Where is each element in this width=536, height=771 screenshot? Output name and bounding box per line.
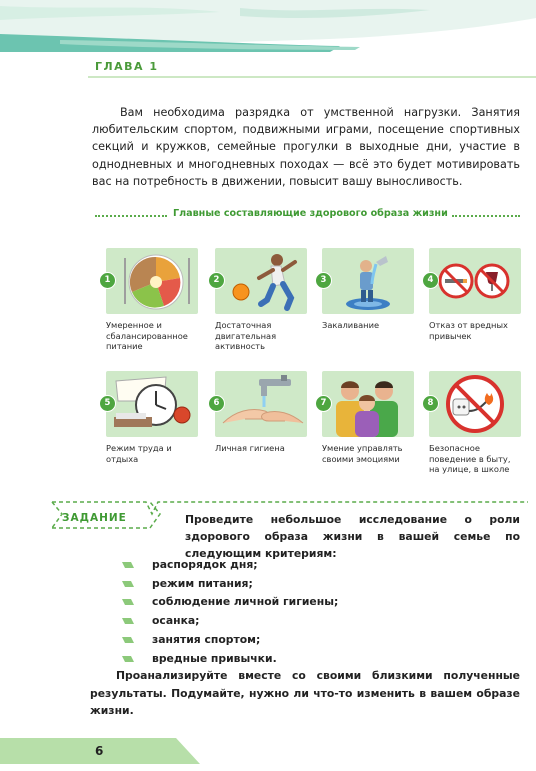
bullet-icon <box>122 637 134 643</box>
dotted-divider-left <box>95 215 167 217</box>
section-title: Главные составляющие здорового образа жизни <box>170 208 451 219</box>
card-number: 5 <box>99 395 116 412</box>
list-item <box>122 631 338 650</box>
card-emotions <box>322 371 414 464</box>
list-item-label: вредные привычки. <box>152 651 277 665</box>
task-instructions <box>90 511 520 562</box>
card-tile <box>215 248 307 314</box>
task-lead: Проведите небольшое исследование о роли здорового образа жизни в вашей семье по следующим критериям: <box>185 513 520 560</box>
football-player-icon <box>215 248 307 314</box>
list-item-label: соблюдение личной гигиены; <box>152 595 339 609</box>
list-item-label: режим питания; <box>152 576 253 590</box>
card-tile <box>429 371 521 437</box>
card-number: 8 <box>422 395 439 412</box>
list-item <box>122 556 338 575</box>
card-tile <box>322 371 414 437</box>
bullet-icon <box>122 562 134 568</box>
list-item-label: распорядок дня; <box>152 558 258 571</box>
card-caption: Безопасное поведение в быту, на улице, в школе <box>429 443 511 474</box>
card-number: 4 <box>422 272 439 289</box>
card-safe-behavior <box>429 371 521 475</box>
chapter-divider <box>88 76 536 78</box>
no-fire-socket-icon <box>429 371 521 437</box>
analysis-paragraph: Проанализируйте вместе со своими близкими полученные результаты. Подумайте, нужно ли что-то изменить в вашем образе жизни. <box>90 669 520 717</box>
card-tile <box>106 248 198 314</box>
card-work-rest <box>106 371 198 464</box>
bullet-icon <box>122 618 134 624</box>
top-decorative-band <box>0 0 536 52</box>
card-tile <box>322 248 414 314</box>
card-hygiene <box>215 371 307 454</box>
water-pouring-icon <box>322 248 414 314</box>
card-number: 6 <box>208 395 225 412</box>
bullet-icon <box>122 599 134 605</box>
card-tile <box>429 248 521 314</box>
list-item-label: осанка; <box>152 614 200 628</box>
card-caption: Личная гигиена <box>215 443 285 453</box>
people-group-icon <box>322 371 414 437</box>
card-caption: Закаливание <box>322 320 380 330</box>
card-number: 7 <box>315 395 332 412</box>
task-label: ЗАДАНИЕ <box>62 512 127 524</box>
balanced-plate-icon <box>106 248 198 314</box>
card-hardening <box>322 248 414 331</box>
dotted-divider-right <box>452 215 520 217</box>
card-caption: Достаточная двигательная активность <box>215 320 277 351</box>
list-item-label: занятия спортом; <box>152 632 261 646</box>
bullet-icon <box>122 581 134 587</box>
list-item <box>122 593 338 612</box>
card-tile <box>215 371 307 437</box>
no-smoking-no-alcohol-icon <box>429 248 521 314</box>
list-item <box>122 650 338 669</box>
list-item <box>122 575 338 594</box>
intro-paragraph: Вам необходима разрядка от умственной нагрузки. Занятия любительским спортом, подвижными играми, посещение спортивных секций и кружков, семейные прогулки в выходные дни, участие в однодневных и многодневных походах — всё это будет мотивировать вас на потребность в движении, повысит вашу выносливость. <box>92 106 520 188</box>
card-physical-activity <box>215 248 307 352</box>
card-number: 3 <box>315 272 332 289</box>
card-number: 1 <box>99 272 116 289</box>
bullet-icon <box>122 656 134 662</box>
card-tile <box>106 371 198 437</box>
card-caption: Умение управлять своими эмоциями <box>322 443 403 464</box>
hand-washing-icon <box>215 371 307 437</box>
card-no-bad-habits <box>429 248 521 341</box>
card-balanced-nutrition <box>106 248 198 352</box>
card-number: 2 <box>208 272 225 289</box>
page-number: 6 <box>95 744 104 758</box>
card-caption: Отказ от вредных привычек <box>429 320 508 341</box>
criteria-list <box>122 556 338 668</box>
clock-bed-icon <box>106 371 198 437</box>
list-item <box>122 612 338 631</box>
card-caption: Умеренное и сбалансированное питание <box>106 320 188 351</box>
chapter-label: ГЛАВА 1 <box>95 60 159 73</box>
card-caption: Режим труда и отдыха <box>106 443 172 464</box>
